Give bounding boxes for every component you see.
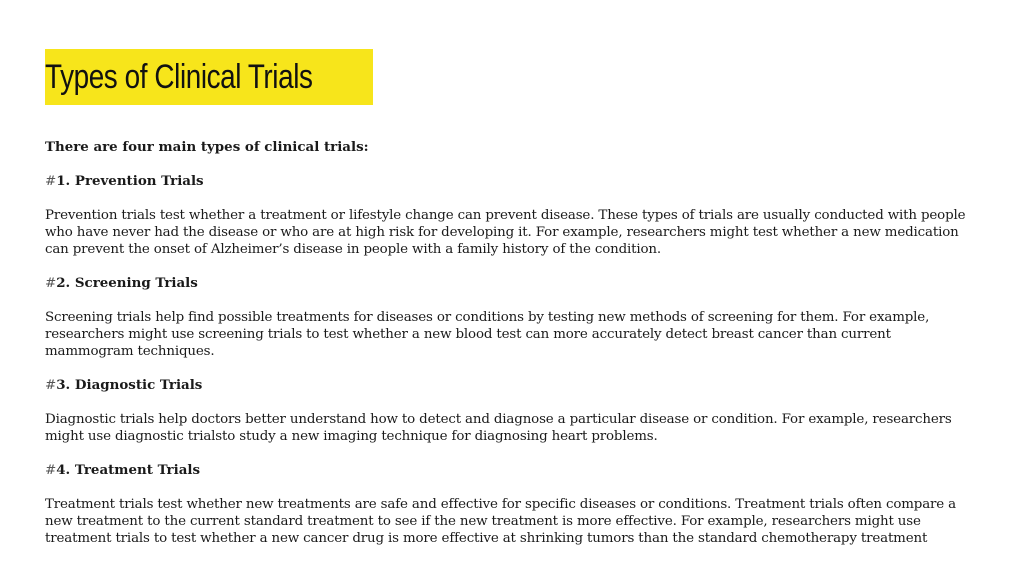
section-heading-prevention (45, 173, 980, 190)
title-highlight (45, 49, 373, 105)
section-title: 1. Prevention Trials (56, 173, 204, 189)
intro-text: There are four main types of clinical trials: (45, 139, 369, 155)
section-body-diagnostic: Diagnostic trials help doctors better understand how to detect and diagnose a particular disease or condition. For example, researchers might use diagnostic trialsto study a new imaging technique for diagnosing heart problems. (45, 412, 952, 444)
section-body-prevention: Prevention trials test whether a treatment or lifestyle change can prevent disease. These types of trials are usually conducted with people who have never had the disease or who are at high risk for developing it. For example, researchers might test whether a new medication can prevent the onset of Alzheimer’s disease in people with a family history of the condition. (45, 208, 966, 257)
section-title: 4. Treatment Trials (56, 462, 201, 478)
section-hash: # (45, 174, 57, 189)
section-heading-treatment (45, 462, 980, 479)
section-body-treatment: Treatment trials test whether new treatments are safe and effective for specific diseases or conditions. Treatment trials often compare a new treatment to the current standard treatment to see if the new treatment is more effective. For example, researchers might use treatment trials to test whether a new cancer drug is more effective at shrinking tumors than the standard chemotherapy treatment (45, 497, 957, 546)
section-body-screening: Screening trials help find possible treatments for diseases or conditions by testing new methods of screening for them. For example, researchers might use screening trials to test whether a new blood test can more accurately detect breast cancer than current mammogram techniques. (45, 310, 930, 359)
section-title: 3. Diagnostic Trials (56, 377, 203, 393)
section-hash: # (45, 378, 57, 393)
section-heading-screening (45, 275, 980, 292)
section-hash: # (45, 463, 57, 478)
slide-content (45, 139, 980, 547)
page-title: Types of Clinical Trials (45, 58, 313, 96)
section-title: 2. Screening Trials (56, 275, 198, 291)
section-hash: # (45, 276, 57, 291)
section-heading-diagnostic (45, 377, 980, 394)
